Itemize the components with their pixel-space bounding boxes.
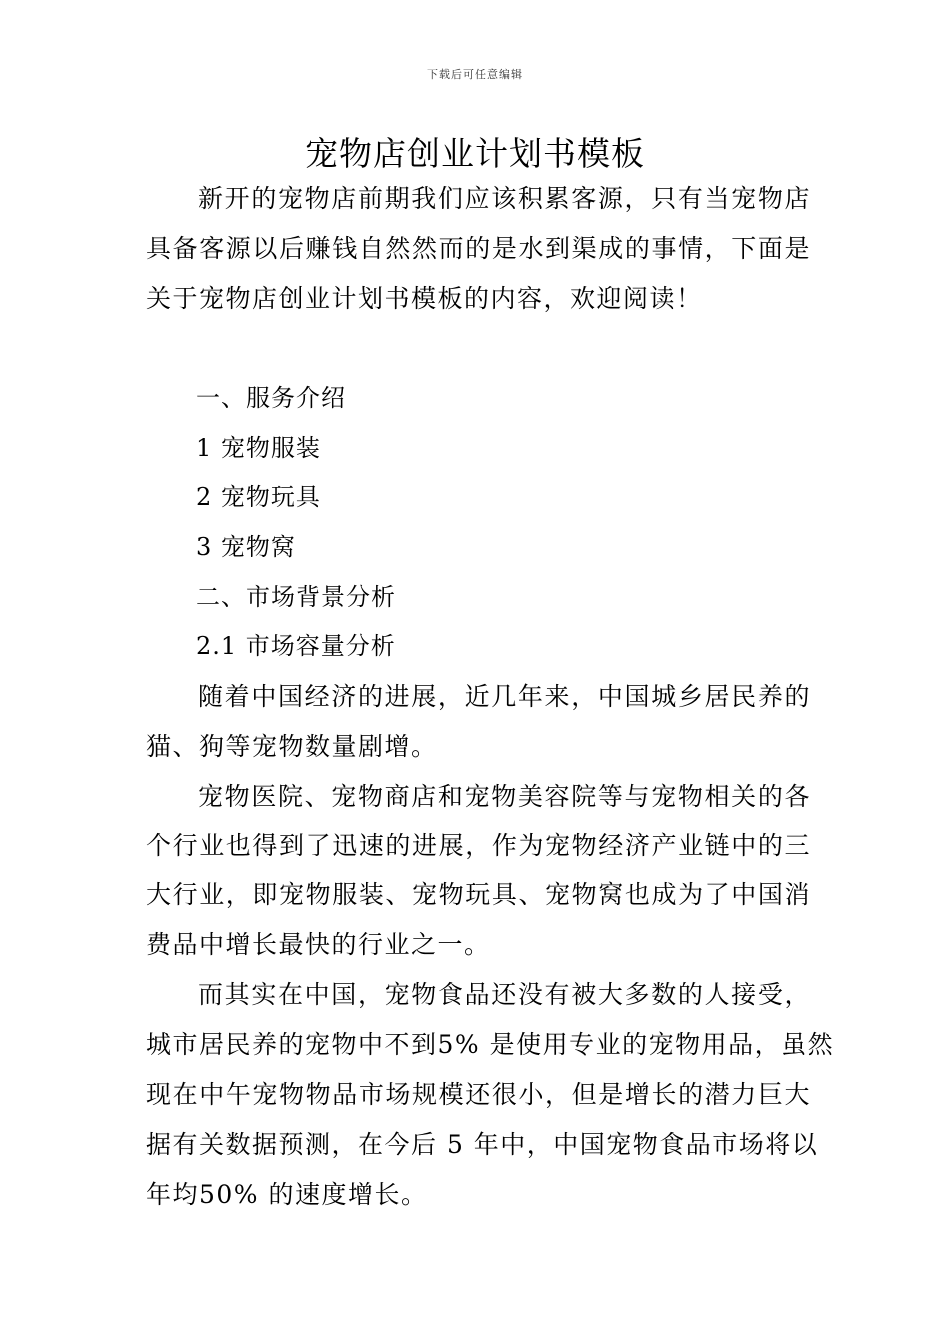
service-item: 2 宠物玩具 [196,483,321,511]
paragraph2-line-1: 宠物医院、宠物商店和宠物美容院等与宠物相关的各 [198,782,811,811]
paragraph1-line-2: 猫、狗等宠物数量剧增。 [146,732,438,761]
paragraph2-line-4: 费品中增长最快的行业之一。 [146,930,491,959]
intro-line-3: 关于宠物店创业计划书模板的内容，欢迎阅读！ [146,284,703,313]
paragraph2-line-3: 大行业，即宠物服装、宠物玩具、宠物窝也成为了中国消 [146,880,811,909]
intro-line-1: 新开的宠物店前期我们应该积累客源，只有当宠物店 [198,184,811,213]
section-heading-market: 二、市场背景分析 [196,583,396,611]
service-item: 1 宠物服装 [196,434,321,462]
header-note: 下载后可任意编辑 [427,68,523,81]
paragraph3-line-1: 而其实在中国，宠物食品还没有被大多数的人接受， [198,980,811,1009]
section-heading-services: 一、服务介绍 [196,384,346,412]
paragraph3-line-4: 据有关数据预测，在今后 5 年中，中国宠物食品市场将以 [146,1130,819,1159]
paragraph2-line-2: 个行业也得到了迅速的进展，作为宠物经济产业链中的三 [146,831,811,860]
service-item: 3 宠物窝 [196,533,296,561]
paragraph3-line-5: 年均50% 的速度增长。 [146,1180,428,1209]
paragraph3-line-2: 城市居民养的宠物中不到5% 是使用专业的宠物用品，虽然 [146,1030,835,1059]
subsection-heading-capacity: 2.1 市场容量分析 [196,632,396,660]
document-title: 宠物店创业计划书模板 [305,134,645,173]
paragraph3-line-3: 现在中午宠物物品市场规模还很小，但是增长的潜力巨大 [146,1080,811,1109]
paragraph1-line-1: 随着中国经济的进展，近几年来，中国城乡居民养的 [198,682,811,711]
intro-line-2: 具备客源以后赚钱自然然而的是水到渠成的事情，下面是 [146,234,811,263]
